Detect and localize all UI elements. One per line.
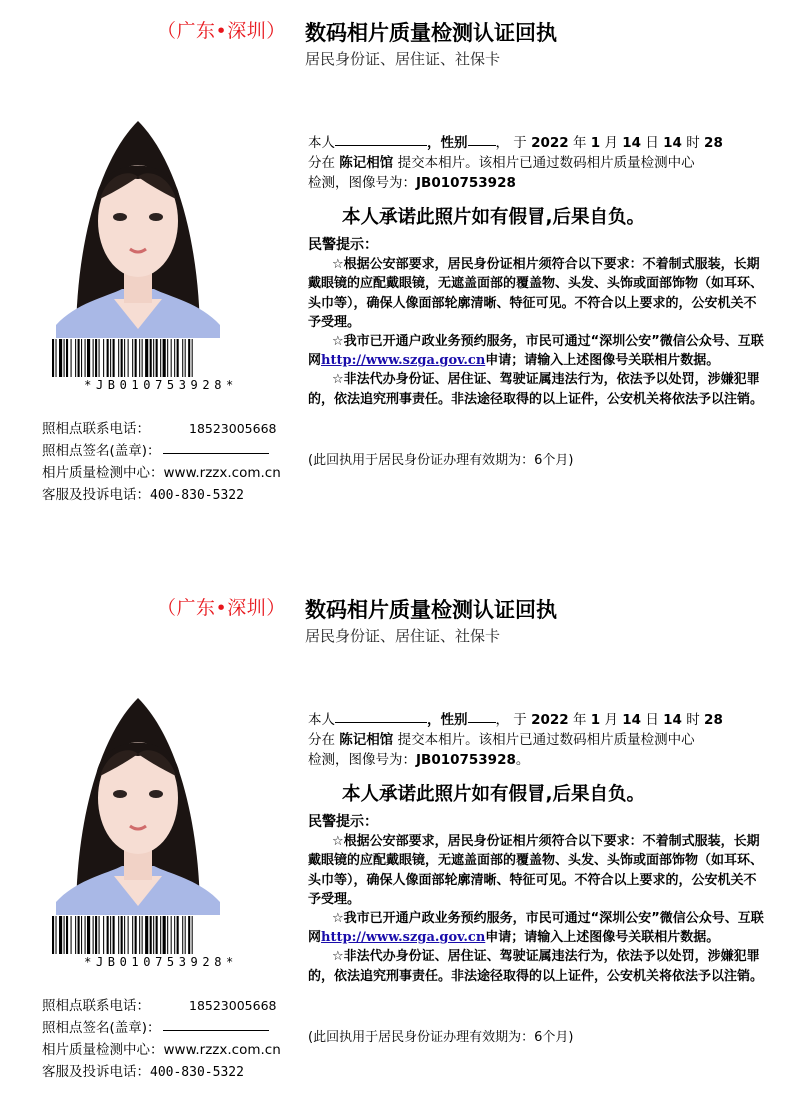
receipt-title: 数码相片质量检测认证回执	[305, 21, 557, 45]
barcode-bar	[81, 916, 82, 954]
barcode-bar	[188, 339, 190, 377]
notice-heading: 民警提示：	[308, 814, 378, 830]
barcode-bar	[153, 339, 154, 377]
notice-item-1: ☆根据公安部要求，居民身份证相片须符合以下要求：不着制式服装，长期戴眼镜的应配戴眼镜，无遮盖面部的覆盖物、头发、头饰或面部饰物（如耳环、头巾等），确保人像面部轮廓清晰、特征可见。不符合以上要求的，公安机关不予受理。	[308, 834, 764, 907]
barcode-bar	[64, 339, 65, 377]
person-label: 本人	[308, 135, 335, 151]
sign-row	[42, 1017, 281, 1039]
service-label: 客服及投诉电话：	[42, 487, 150, 503]
barcode-bar	[185, 339, 186, 377]
sex-blank	[468, 132, 496, 146]
barcode-bar	[132, 916, 133, 954]
barcode-bar	[66, 339, 68, 377]
id-photo	[56, 680, 220, 915]
submission-text: 提交本相片。该相片已通过数码相片质量检测中心	[397, 155, 695, 171]
id-photo	[56, 103, 220, 338]
barcode-bar	[93, 916, 94, 954]
barcode-bar	[142, 916, 143, 954]
barcode-bar	[182, 339, 183, 377]
day-value: 14	[622, 712, 642, 728]
barcode-bar	[132, 339, 133, 377]
barcode-bar	[139, 916, 140, 954]
year-unit: 年	[572, 712, 587, 728]
year-value: 2022	[531, 135, 569, 151]
barcode-bars	[50, 339, 272, 377]
barcode-bar	[177, 339, 179, 377]
barcode-bar	[103, 339, 104, 377]
at-label: ， 于	[495, 712, 527, 728]
notice-item-1: ☆根据公安部要求，居民身份证相片须符合以下要求：不着制式服装，长期戴眼镜的应配戴眼镜，无遮盖面部的覆盖物、头发、头饰或面部饰物（如耳环、头巾等），确保人像面部轮廓清晰、特征可见。不符合以上要求的，公安机关不予受理。	[308, 257, 764, 330]
day-unit: 日	[645, 712, 659, 728]
barcode-bar	[59, 916, 62, 954]
contact-phone: 18523005668	[189, 998, 277, 1013]
studio-name: 陈记相馆	[339, 155, 394, 171]
barcode	[50, 339, 272, 377]
barcode-bar	[150, 916, 152, 954]
notice-item-2	[308, 909, 768, 947]
notice-item-2-tail: 申请；请输入上述图像号关联相片数据。	[485, 930, 720, 946]
barcode-bar	[93, 339, 94, 377]
promise-statement: 本人承诺此照片如有假冒,后果自负。	[342, 784, 646, 805]
barcode-bar	[174, 339, 175, 377]
barcode-bar	[135, 339, 137, 377]
barcode-bar	[78, 916, 80, 954]
submission-line-2	[308, 153, 764, 173]
barcode-bar	[85, 339, 86, 377]
notice-item-3: ☆非法代办身份证、居住证、驾驶证属违法行为，依法予以处罚，涉嫌犯罪的，依法追究刑事责任。非法途径取得的以上证件，公安机关将依法予以注销。	[308, 949, 764, 984]
barcode-bar	[87, 339, 90, 377]
notice-item-2-text: ☆我市已开通户政业务预约服务，市民可通过“深圳公安”微信公众号、互联网	[308, 911, 764, 946]
barcode-bars	[50, 916, 272, 954]
barcode-bar	[56, 339, 57, 377]
minute-value: 28	[704, 712, 723, 728]
minute-value: 28	[704, 135, 723, 151]
barcode-bar	[71, 916, 72, 954]
sex-label: ，性别	[427, 712, 468, 728]
center-url: www.rzzx.com.cn	[163, 465, 281, 481]
barcode-bar	[192, 916, 193, 954]
barcode-bar	[110, 339, 111, 377]
barcode-bar	[121, 339, 123, 377]
sign-row	[42, 440, 281, 462]
notice-heading: 民警提示：	[308, 237, 378, 253]
police-notice	[308, 813, 768, 986]
contact-row	[42, 995, 281, 1017]
center-label: 相片质量检测中心：	[42, 1042, 164, 1058]
sign-label: 照相点签名(盖章)：	[42, 1020, 161, 1036]
barcode-bar	[81, 339, 82, 377]
barcode-bar	[75, 339, 76, 377]
receipt-body	[308, 709, 764, 770]
submission-text: 提交本相片。该相片已通过数码相片质量检测中心	[397, 732, 695, 748]
barcode-bar	[87, 916, 90, 954]
barcode-bar	[78, 339, 80, 377]
sex-blank	[468, 709, 496, 723]
contact-label: 照相点联系电话：	[42, 421, 150, 437]
barcode-bar	[56, 916, 57, 954]
barcode-bar	[59, 339, 62, 377]
barcode-bar	[52, 916, 54, 954]
contact-label: 照相点联系电话：	[42, 998, 150, 1014]
barcode-bar	[142, 339, 143, 377]
month-value: 1	[590, 712, 601, 728]
barcode-bar	[99, 339, 100, 377]
barcode-bar	[192, 339, 193, 377]
promise-statement: 本人承诺此照片如有假冒,后果自负。	[342, 207, 646, 228]
barcode-bar	[153, 916, 154, 954]
barcode-bar	[124, 339, 125, 377]
barcode-bar	[103, 916, 104, 954]
barcode-bar	[135, 916, 137, 954]
barcode-bar	[185, 916, 186, 954]
region-label: （广东•深圳）	[157, 20, 286, 42]
barcode-bar	[128, 339, 129, 377]
image-no-value: JB010753928	[416, 175, 516, 191]
submission-line-2	[308, 730, 764, 750]
center-row	[42, 1039, 281, 1061]
sign-label: 照相点签名(盖章)：	[42, 443, 161, 459]
image-no-label: 检测，图像号为：	[308, 752, 416, 768]
notice-item-2-tail: 申请；请输入上述图像号关联相片数据。	[485, 353, 720, 369]
contact-row	[42, 418, 281, 440]
szga-link[interactable]: http://www.szga.gov.cn	[321, 930, 486, 946]
barcode-bar	[66, 916, 68, 954]
notice-item-3: ☆非法代办身份证、居住证、驾驶证属违法行为，依法予以处罚，涉嫌犯罪的，依法追究刑事责任。非法途径取得的以上证件，公安机关将依法予以注销。	[308, 372, 764, 407]
year-value: 2022	[531, 712, 569, 728]
service-phone: 400-830-5322	[150, 488, 244, 503]
barcode-bar	[95, 339, 97, 377]
barcode-bar	[75, 916, 76, 954]
name-blank	[335, 709, 427, 723]
barcode-bar	[160, 916, 161, 954]
region-label: （广东•深圳）	[157, 597, 286, 619]
barcode	[50, 916, 272, 954]
barcode-bar	[118, 339, 119, 377]
barcode-bar	[139, 339, 140, 377]
submission-line-1	[308, 132, 764, 153]
notice-item-2-text: ☆我市已开通户政业务预约服务，市民可通过“深圳公安”微信公众号、互联网	[308, 334, 764, 369]
notice-item-2	[308, 332, 768, 370]
validity-note: (此回执用于居民身份证办理有效期为：6个月)	[308, 1030, 574, 1045]
barcode-bar	[64, 916, 65, 954]
contact-phone: 18523005668	[189, 421, 277, 436]
sex-label: ，性别	[427, 135, 468, 151]
service-label: 客服及投诉电话：	[42, 1064, 150, 1080]
barcode-bar	[167, 916, 168, 954]
center-row	[42, 462, 281, 484]
receipt-subtitle: 居民身份证、居住证、社保卡	[305, 627, 501, 645]
image-no-label: 检测，图像号为：	[308, 175, 416, 191]
portrait-image	[56, 680, 220, 915]
submission-line-1	[308, 709, 764, 730]
sign-line	[163, 1017, 269, 1031]
barcode-bar	[163, 339, 166, 377]
service-row	[42, 484, 281, 506]
at-label: ， 于	[495, 135, 527, 151]
barcode-bar	[163, 916, 166, 954]
month-unit: 月	[604, 135, 618, 151]
barcode-bar	[174, 916, 175, 954]
barcode-bar	[99, 916, 100, 954]
submission-line-3	[308, 750, 764, 770]
barcode-bar	[160, 339, 161, 377]
barcode-bar	[113, 339, 115, 377]
barcode-bar	[167, 339, 168, 377]
barcode-bar	[150, 339, 152, 377]
hour-unit: 时	[686, 712, 700, 728]
receipt-subtitle: 居民身份证、居住证、社保卡	[305, 50, 501, 68]
barcode-number: *JB010753928*	[84, 955, 238, 969]
barcode-bar	[188, 916, 190, 954]
barcode-bar	[182, 916, 183, 954]
sign-line	[163, 440, 269, 454]
barcode-bar	[118, 916, 119, 954]
month-unit: 月	[604, 712, 618, 728]
service-row	[42, 1061, 281, 1083]
receipt-1	[0, 0, 796, 540]
barcode-bar	[110, 916, 111, 954]
hour-unit: 时	[686, 135, 700, 151]
barcode-bar	[107, 916, 109, 954]
studio-info	[42, 418, 281, 506]
barcode-bar	[177, 916, 179, 954]
year-unit: 年	[572, 135, 587, 151]
hour-value: 14	[663, 135, 682, 151]
szga-link[interactable]: http://www.szga.gov.cn	[321, 353, 486, 369]
receipt-title: 数码相片质量检测认证回执	[305, 598, 557, 622]
barcode-bar	[156, 339, 158, 377]
barcode-bar	[71, 339, 72, 377]
receipt-body	[308, 132, 764, 193]
barcode-bar	[171, 339, 172, 377]
service-phone: 400-830-5322	[150, 1065, 244, 1080]
barcode-number: *JB010753928*	[84, 378, 238, 392]
studio-name: 陈记相馆	[339, 732, 394, 748]
image-no-end: 。	[515, 752, 530, 768]
validity-note: (此回执用于居民身份证办理有效期为：6个月)	[308, 453, 574, 468]
barcode-bar	[52, 339, 54, 377]
image-no-value: JB010753928	[416, 752, 516, 768]
month-value: 1	[590, 135, 601, 151]
center-url: www.rzzx.com.cn	[163, 1042, 281, 1058]
hour-value: 14	[663, 712, 682, 728]
barcode-bar	[121, 916, 123, 954]
barcode-bar	[128, 916, 129, 954]
studio-info	[42, 995, 281, 1083]
police-notice	[308, 236, 768, 409]
person-label: 本人	[308, 712, 335, 728]
day-unit: 日	[645, 135, 659, 151]
barcode-bar	[145, 916, 148, 954]
name-blank	[335, 132, 427, 146]
barcode-bar	[85, 916, 86, 954]
barcode-bar	[145, 339, 148, 377]
center-label: 相片质量检测中心：	[42, 465, 164, 481]
day-value: 14	[622, 135, 642, 151]
receipt-2	[0, 577, 796, 1117]
barcode-bar	[156, 916, 158, 954]
minute-unit: 分在	[308, 155, 335, 171]
barcode-bar	[124, 916, 125, 954]
barcode-bar	[171, 916, 172, 954]
barcode-bar	[107, 339, 109, 377]
minute-unit: 分在	[308, 732, 335, 748]
submission-line-3	[308, 173, 764, 193]
barcode-bar	[95, 916, 97, 954]
barcode-bar	[113, 916, 115, 954]
portrait-image	[56, 103, 220, 338]
